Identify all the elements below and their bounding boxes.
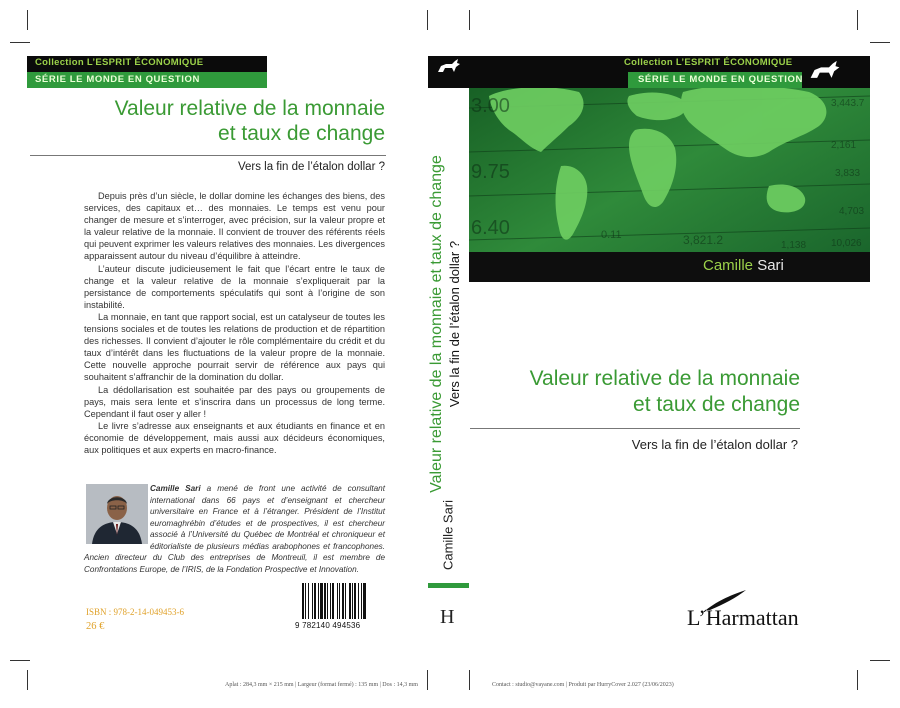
barcode-bar bbox=[324, 583, 326, 619]
bio-text: a mené de front une activité de consultant international dans 66 pays et d’enseignant et chercheur universitaire en France et à l’étranger. Président de l’Institut euromaghrébin d’études et de prospectives, il est chercheur associé à l’Université du Québec de Montréal et chroniqueur et éditorialiste de plusieurs médias arabophones et francophones. Ancien directeur du Club des entreprises de Montreuil, il est membre de Confrontations Europe, de l’IRIS, de la Fondation Prospective et Innovation. bbox=[84, 484, 386, 574]
back-collection-name: Collection L’ESPRIT ÉCONOMIQUE bbox=[35, 57, 204, 68]
crop-mark bbox=[10, 42, 30, 43]
ticker-number: 6.40 bbox=[471, 217, 510, 239]
spine-green-bar bbox=[428, 583, 469, 588]
summary-paragraph: La monnaie, en tant que rapport social, est un catalyseur de toutes les tensions sociales et de toutes les relations de production et de répartition des richesses. Il convient d’ajouter le rôle complémentaire du crédit et du taux d’intérêt dans les fluctuations de la valeur propre de la monnaie. Cette nouvelle approche pourrait servir de référence aux pays qui souhaitent s’affranchir de la domination du dollar. bbox=[84, 311, 385, 383]
barcode-bar bbox=[332, 583, 334, 619]
spine-author: Camille Sari bbox=[440, 499, 456, 571]
author-bio bbox=[84, 483, 385, 575]
barcode-bar bbox=[342, 583, 344, 619]
barcode-bar bbox=[308, 583, 309, 619]
crop-mark bbox=[469, 10, 470, 30]
barcode-bar bbox=[314, 583, 316, 619]
barcode-bar bbox=[327, 583, 328, 619]
ticker-number: 3,821.2 bbox=[683, 233, 724, 247]
front-cover-image bbox=[469, 56, 870, 282]
front-author bbox=[703, 257, 784, 274]
back-subtitle: Vers la fin de l’étalon dollar ? bbox=[237, 161, 385, 173]
ticker-number: 3.00 bbox=[471, 95, 510, 117]
footer-contact: Contact : studio@vayane.com | Produit par HurryCover 2.027 (23/06/2023) bbox=[492, 682, 674, 688]
ticker-number: 3,833 bbox=[835, 168, 861, 179]
barcode-bar bbox=[302, 583, 304, 619]
summary-paragraph: Depuis près d’un siècle, le dollar domine les échanges des biens, des services, des capitaux et… des monnaies. Le temps est venu pour changer de mesure et s’interroger, avec précision, sur la valeur propre et la valeur relative de la monnaie. Il convient de trouver des référents réels qui peuvent exprimer les valeurs relatives des monnaies. Les divergences apparaissent autour du niveau d’équilibre à atteindre. bbox=[84, 191, 385, 262]
barcode-bar bbox=[312, 583, 313, 619]
summary-paragraph: Le livre s’adresse aux enseignants et aux étudiants en finance et en économie de développement, mais aussi aux décideurs économiques, aux politiques et aux experts en macro-finance. bbox=[84, 420, 385, 455]
back-summary bbox=[84, 190, 385, 456]
bio-author-name: Camille Sari bbox=[150, 484, 201, 493]
front-series-name: SÉRIE LE MONDE EN QUESTION bbox=[638, 74, 803, 85]
barcode-icon bbox=[300, 583, 387, 619]
ticker-number: 9.75 bbox=[471, 161, 510, 183]
ticker-number: 10,026 bbox=[831, 238, 862, 249]
front-title-rule bbox=[470, 428, 800, 429]
summary-paragraph: La dédollarisation est souhaitée par des pays ou groupements de pays, mais sera lente et s’inscrira dans un processus de long terme. Cependant il faut oser y aller ! bbox=[84, 384, 385, 419]
back-title-line2: et taux de change bbox=[218, 122, 385, 145]
isbn: ISBN : 978-2-14-049453-6 bbox=[86, 607, 184, 617]
bull-logo-icon bbox=[436, 56, 462, 76]
front-subtitle: Vers la fin de l’étalon dollar ? bbox=[631, 437, 798, 452]
bio-photo-space bbox=[84, 483, 150, 545]
spine-subtitle: Vers la fin de l’étalon dollar ? bbox=[447, 240, 462, 408]
spine-publisher-logo: H bbox=[440, 606, 455, 628]
publisher-logo: L’Harmattan bbox=[687, 605, 799, 630]
back-series-band bbox=[27, 72, 267, 88]
crop-mark bbox=[27, 670, 28, 690]
ticker-number: 0.11 bbox=[601, 229, 622, 241]
footer-dimensions: Aplat : 284,3 mm × 215 mm | Largeur (format fermé) : 135 mm | Dos : 14,3 mm bbox=[225, 682, 418, 688]
barcode-bar bbox=[305, 583, 306, 619]
barcode-bar bbox=[345, 583, 346, 619]
front-title-line1: Valeur relative de la monnaie bbox=[529, 367, 800, 390]
barcode bbox=[300, 583, 387, 625]
barcode-bar bbox=[363, 583, 366, 619]
ticker-number: 4,703 bbox=[839, 206, 865, 217]
front-author-band bbox=[469, 252, 870, 282]
barcode-bar bbox=[320, 583, 323, 619]
price: 26 € bbox=[86, 621, 105, 632]
crop-mark bbox=[857, 670, 858, 690]
crop-mark bbox=[870, 42, 890, 43]
author-last-name: Sari bbox=[757, 257, 784, 274]
crop-mark bbox=[857, 10, 858, 30]
barcode-bar bbox=[349, 583, 351, 619]
back-title bbox=[80, 96, 385, 146]
back-title-line1: Valeur relative de la monnaie bbox=[114, 97, 385, 120]
author-first-name: Camille bbox=[703, 257, 754, 274]
barcode-bar bbox=[354, 583, 356, 619]
front-collection-name: Collection L’ESPRIT ÉCONOMIQUE bbox=[624, 57, 793, 68]
ticker-number: 1,138 bbox=[781, 240, 807, 251]
crop-mark bbox=[27, 10, 28, 30]
barcode-bar bbox=[330, 583, 331, 619]
crop-mark bbox=[469, 670, 470, 690]
barcode-bar bbox=[339, 583, 340, 619]
back-series-name: SÉRIE LE MONDE EN QUESTION bbox=[35, 74, 200, 85]
crop-mark bbox=[427, 670, 428, 690]
front-title-line2: et taux de change bbox=[633, 393, 800, 416]
crop-mark bbox=[10, 660, 30, 661]
bull-logo-icon bbox=[808, 56, 842, 84]
front-title bbox=[470, 366, 800, 418]
summary-paragraph: L’auteur discute judicieusement le fait que l’écart entre le taux de change et la valeur relative de la monnaie s’expliquerait par la persistance de comportements spéculatifs qui sont à l’origine de son instabilité. bbox=[84, 263, 385, 310]
barcode-bar bbox=[358, 583, 359, 619]
ticker-number: 2,161 bbox=[831, 140, 857, 151]
barcode-bar bbox=[361, 583, 362, 619]
ticker-number: 3,443.7 bbox=[831, 98, 865, 109]
barcode-bar bbox=[318, 583, 319, 619]
spine-title-main: Valeur relative de la monnaie et taux de change bbox=[428, 155, 445, 493]
barcode-number: 9 782140 494536 bbox=[295, 621, 361, 630]
crop-mark bbox=[870, 660, 890, 661]
world-map-ticker-image bbox=[469, 56, 870, 282]
back-title-rule bbox=[30, 155, 386, 156]
crop-mark bbox=[427, 10, 428, 30]
barcode-bar bbox=[337, 583, 338, 619]
front-series-band bbox=[628, 72, 802, 88]
barcode-bar bbox=[352, 583, 353, 619]
